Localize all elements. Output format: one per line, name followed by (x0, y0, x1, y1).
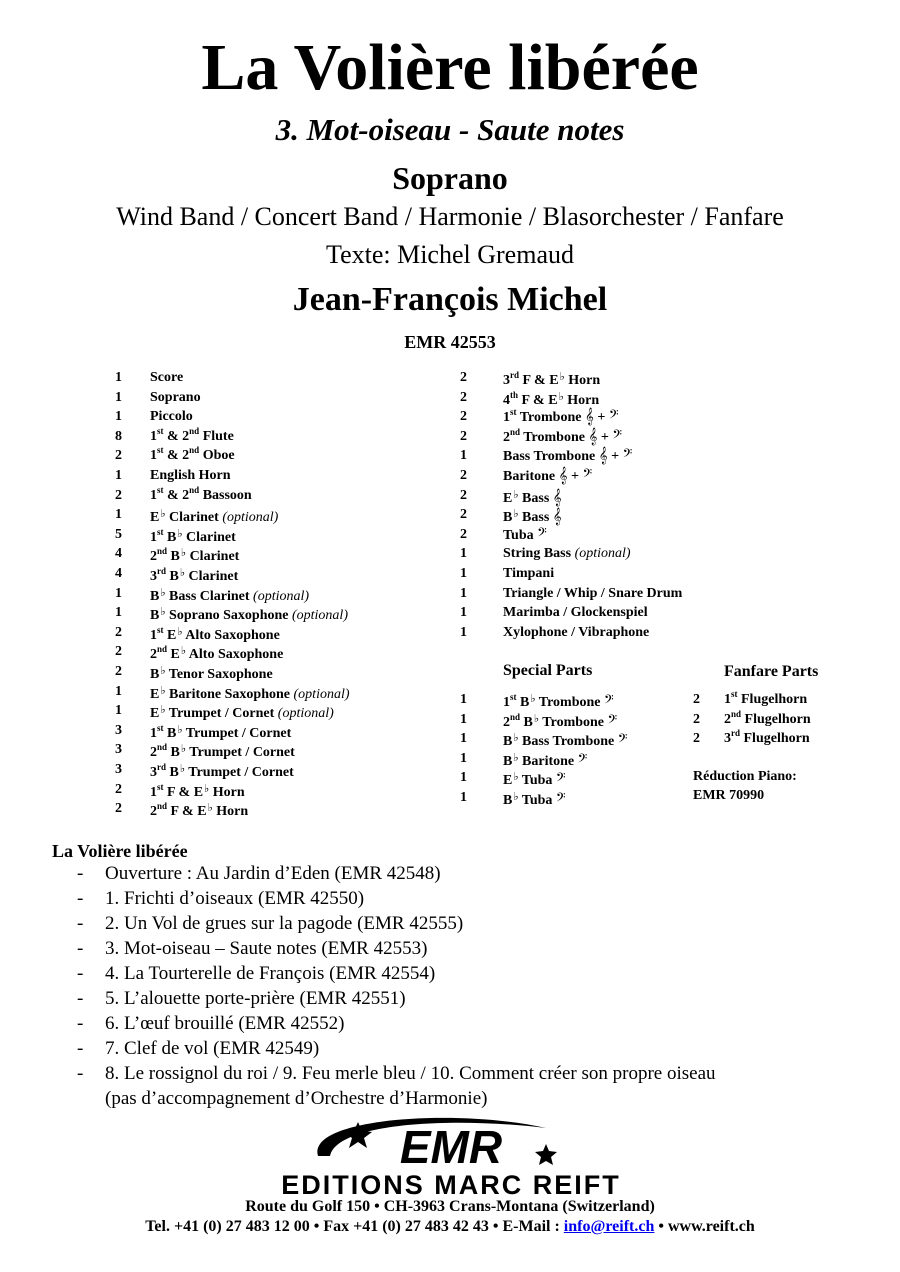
work-title: 3. Mot-oiseau – Saute notes (EMR 42553) (105, 938, 428, 959)
part-name: 1st B♭ Trombone 𝄢 (503, 692, 614, 710)
part-quantity: 1 (115, 703, 122, 719)
instrument-part-row (115, 486, 445, 506)
list-dash: - (77, 1038, 84, 1059)
instrument-part-row (460, 623, 790, 643)
instrument-part-row (115, 427, 445, 447)
part-name: 1st F & E♭ Horn (150, 781, 245, 800)
instrument-part-row (115, 388, 445, 408)
part-quantity: 1 (115, 585, 122, 601)
part-name: 2nd B♭ Trombone 𝄢 (503, 711, 618, 730)
part-name: Timpani (503, 566, 555, 581)
part-quantity: 1 (460, 790, 467, 805)
part-quantity: 2 (460, 428, 467, 444)
instrument-part-row (115, 682, 445, 702)
part-quantity: 1 (115, 507, 122, 523)
part-name: String Bass (optional) (503, 546, 631, 562)
instrument-part-row (460, 603, 790, 623)
instrument-part-row (115, 799, 445, 819)
part-quantity: 1 (460, 546, 467, 562)
instrument-part-row (460, 544, 790, 564)
part-name: E♭ Clarinet (optional) (150, 508, 279, 526)
part-name: 3rd B♭ Trumpet / Cornet (150, 762, 294, 780)
instrument-part-row (460, 388, 790, 408)
part-quantity: 1 (460, 605, 467, 621)
instrument-part-row (115, 505, 445, 525)
part-name: 2nd E♭ Alto Saxophone (150, 644, 284, 663)
part-name: 1st B♭ Clarinet (150, 526, 236, 545)
ensemble-line: Wind Band / Concert Band / Harmonie / Blasorchester / Fanfare (116, 202, 784, 231)
part-name: 1st B♭ Trumpet / Cornet (150, 722, 292, 741)
part-quantity: 2 (460, 389, 467, 405)
part-quantity: 2 (115, 781, 122, 797)
part-name: 2nd F & E♭ Horn (150, 801, 249, 820)
instrument-part-row (115, 584, 445, 604)
instrument-part-row (115, 623, 445, 643)
part-name: B♭ Bass Clarinet (optional) (150, 586, 310, 604)
piano-reduction-code: EMR 70990 (693, 788, 765, 803)
page-title: La Volière libérée (201, 31, 699, 104)
list-dash: - (77, 863, 84, 884)
part-name: Bass Trombone 𝄞 + 𝄢 (503, 446, 633, 465)
svg-text:EDITIONS MARC REIFT: EDITIONS MARC REIFT (281, 1170, 621, 1198)
instrument-part-row (460, 584, 790, 604)
lyricist-line: Texte: Michel Gremaud (326, 240, 574, 269)
part-quantity: 5 (115, 526, 122, 542)
part-name: Score (150, 370, 184, 385)
part-name: B♭ Bass 𝄞 (503, 507, 562, 526)
work-title: 4. La Tourterelle de François (EMR 42554) (105, 963, 436, 984)
part-name: Xylophone / Vibraphone (503, 624, 650, 640)
part-name: 3rd F & E♭ Horn (503, 370, 601, 388)
part-name: B♭ Baritone 𝄢 (503, 750, 588, 769)
part-name: B♭ Tenor Saxophone (150, 665, 273, 682)
work-title: Ouverture : Au Jardin d’Eden (EMR 42548) (105, 863, 441, 884)
part-quantity: 4 (115, 546, 122, 562)
part-name: 2nd B♭ Trumpet / Cornet (150, 742, 295, 761)
part-quantity: 1 (115, 468, 122, 483)
instrument-part-row (115, 740, 445, 760)
part-name: 1st & 2nd Bassoon (150, 484, 252, 503)
svg-text:EMR: EMR (399, 1121, 503, 1173)
part-name: 1st E♭ Alto Saxophone (150, 624, 280, 643)
part-name: E♭ Tuba 𝄢 (503, 770, 566, 789)
instrument-part-row (460, 564, 790, 584)
part-name: 2nd Trombone 𝄞 + 𝄢 (503, 426, 622, 445)
instrument-part-row (460, 525, 790, 545)
piece-subtitle: 3. Mot-oiseau - Saute notes (275, 112, 625, 147)
part-name: 1st Flugelhorn (724, 689, 808, 707)
part-quantity: 2 (460, 468, 467, 483)
publisher-contact (0, 1216, 900, 1237)
instrument-part-row (115, 525, 445, 545)
part-quantity: 1 (115, 370, 122, 385)
special-parts-heading: Special Parts (503, 662, 593, 679)
part-quantity: 1 (460, 566, 467, 581)
part-quantity: 1 (460, 585, 467, 601)
special-part-row (460, 749, 790, 769)
fanfare-part-row (693, 710, 900, 730)
instrument-part-row (460, 505, 790, 525)
list-dash: - (77, 913, 84, 934)
part-name: E♭ Baritone Saxophone (optional) (150, 684, 350, 702)
instrument-part-row (115, 466, 445, 486)
part-quantity: 1 (115, 683, 122, 699)
list-dash: - (77, 888, 84, 909)
composer-name: Jean-François Michel (292, 281, 608, 318)
catalog-number: EMR 42553 (404, 332, 496, 352)
work-title: 6. L’œuf brouillé (EMR 42552) (105, 1013, 345, 1034)
part-quantity: 2 (693, 692, 700, 707)
part-quantity: 2 (693, 731, 700, 747)
part-quantity: 1 (115, 389, 122, 405)
part-quantity: 2 (460, 370, 467, 385)
part-quantity: 8 (115, 428, 122, 444)
part-quantity: 4 (115, 566, 122, 581)
part-quantity: 1 (460, 731, 467, 747)
part-quantity: 2 (115, 448, 122, 464)
part-name: Soprano (150, 389, 201, 405)
list-dash: - (77, 988, 84, 1009)
publisher-address: Route du Golf 150 • CH-3963 Crans-Montana (Switzerland) (245, 1198, 655, 1215)
work-title: 5. L’alouette porte-prière (EMR 42551) (105, 988, 406, 1009)
work-title: 2. Un Vol de grues sur la pagode (EMR 42555) (105, 913, 464, 934)
part-quantity: 2 (115, 624, 122, 640)
part-name: English Horn (150, 468, 231, 483)
part-name: 3rd B♭ Clarinet (150, 566, 239, 584)
instrument-part-row (460, 368, 790, 388)
part-name: B♭ Soprano Saxophone (optional) (150, 606, 348, 624)
part-quantity: 1 (460, 770, 467, 786)
list-dash: - (77, 963, 84, 984)
part-name: B♭ Tuba 𝄢 (503, 790, 566, 808)
instrument-part-row (460, 446, 790, 466)
part-name: 4th F & E♭ Horn (503, 389, 600, 408)
piano-reduction-label: Réduction Piano: (693, 769, 797, 784)
part-quantity: 1 (460, 750, 467, 766)
part-name: 2nd Flugelhorn (724, 708, 811, 727)
instrument-part-row (115, 701, 445, 721)
part-quantity: 2 (115, 487, 122, 503)
contact-email-link[interactable]: info@reift.ch (563, 1218, 655, 1235)
instrument-part-row (460, 427, 790, 447)
part-name: B♭ Bass Trombone 𝄢 (503, 731, 628, 750)
part-quantity: 2 (693, 711, 700, 727)
part-quantity: 3 (115, 742, 122, 758)
part-quantity: 1 (460, 711, 467, 727)
part-quantity: 2 (460, 507, 467, 523)
part-quantity: 2 (115, 664, 122, 679)
part-name: Baritone 𝄞 + 𝄢 (503, 466, 593, 484)
instrument-part-row (115, 642, 445, 662)
part-quantity: 1 (460, 448, 467, 464)
part-voice: Soprano (392, 160, 508, 196)
part-name: 1st & 2nd Flute (150, 425, 234, 444)
part-quantity: 2 (460, 409, 467, 425)
part-quantity: 2 (460, 526, 467, 542)
instrument-part-row (115, 780, 445, 800)
part-name: 3rd Flugelhorn (724, 728, 810, 747)
part-name: E♭ Bass 𝄞 (503, 487, 562, 506)
publisher-logo (246, 1106, 656, 1198)
part-quantity: 2 (115, 644, 122, 660)
list-dash: - (77, 1063, 84, 1084)
work-title: 8. Le rossignol du roi / 9. Feu merle bleu / 10. Comment créer son propre oiseau (105, 1063, 716, 1084)
instrument-part-row (115, 407, 445, 427)
fanfare-part-row (693, 729, 900, 749)
part-quantity: 1 (115, 605, 122, 621)
fanfare-part-row (693, 690, 900, 710)
instrument-part-row (460, 486, 790, 506)
fanfare-parts-heading: Fanfare Parts (724, 663, 819, 680)
contact-website[interactable]: • www.reift.ch (658, 1218, 755, 1235)
instrument-part-row (115, 368, 445, 388)
part-name: Marimba / Glockenspiel (503, 605, 648, 621)
instrument-part-row (115, 564, 445, 584)
list-dash: - (77, 1013, 84, 1034)
part-name: 1st Trombone 𝄞 + 𝄢 (503, 407, 619, 426)
part-quantity: 1 (460, 624, 467, 640)
part-name: Tuba 𝄢 (503, 524, 547, 543)
instrument-part-row (460, 466, 790, 486)
instrument-part-row (115, 544, 445, 564)
part-quantity: 2 (115, 801, 122, 817)
contact-phone-fax: Tel. +41 (0) 27 483 12 00 • Fax +41 (0) 27 483 42 43 • E-Mail : (145, 1218, 560, 1235)
part-name: 2nd B♭ Clarinet (150, 546, 240, 565)
part-quantity: 1 (460, 692, 467, 707)
part-name: 1st & 2nd Oboe (150, 445, 235, 464)
part-name: Piccolo (150, 409, 193, 425)
instrument-part-row (115, 662, 445, 682)
instrument-part-row (115, 760, 445, 780)
instrument-part-row (460, 407, 790, 427)
work-title: 1. Frichti d’oiseaux (EMR 42550) (105, 888, 365, 909)
list-dash: - (77, 938, 84, 959)
part-quantity: 3 (115, 762, 122, 777)
part-name: E♭ Trumpet / Cornet (optional) (150, 704, 334, 722)
series-title: La Volière libérée (52, 841, 188, 861)
part-quantity: 2 (460, 487, 467, 503)
work-title: 7. Clef de vol (EMR 42549) (105, 1038, 320, 1059)
instrument-part-row (115, 446, 445, 466)
emr-logo-graphic (246, 1106, 656, 1198)
instrument-part-row (115, 721, 445, 741)
part-quantity: 1 (115, 409, 122, 425)
part-quantity: 3 (115, 722, 122, 738)
instrument-part-row (115, 603, 445, 623)
series-continuation: (pas d’accompagnement d’Orchestre d’Harmonie) (105, 1088, 488, 1109)
part-name: Triangle / Whip / Snare Drum (503, 585, 683, 601)
